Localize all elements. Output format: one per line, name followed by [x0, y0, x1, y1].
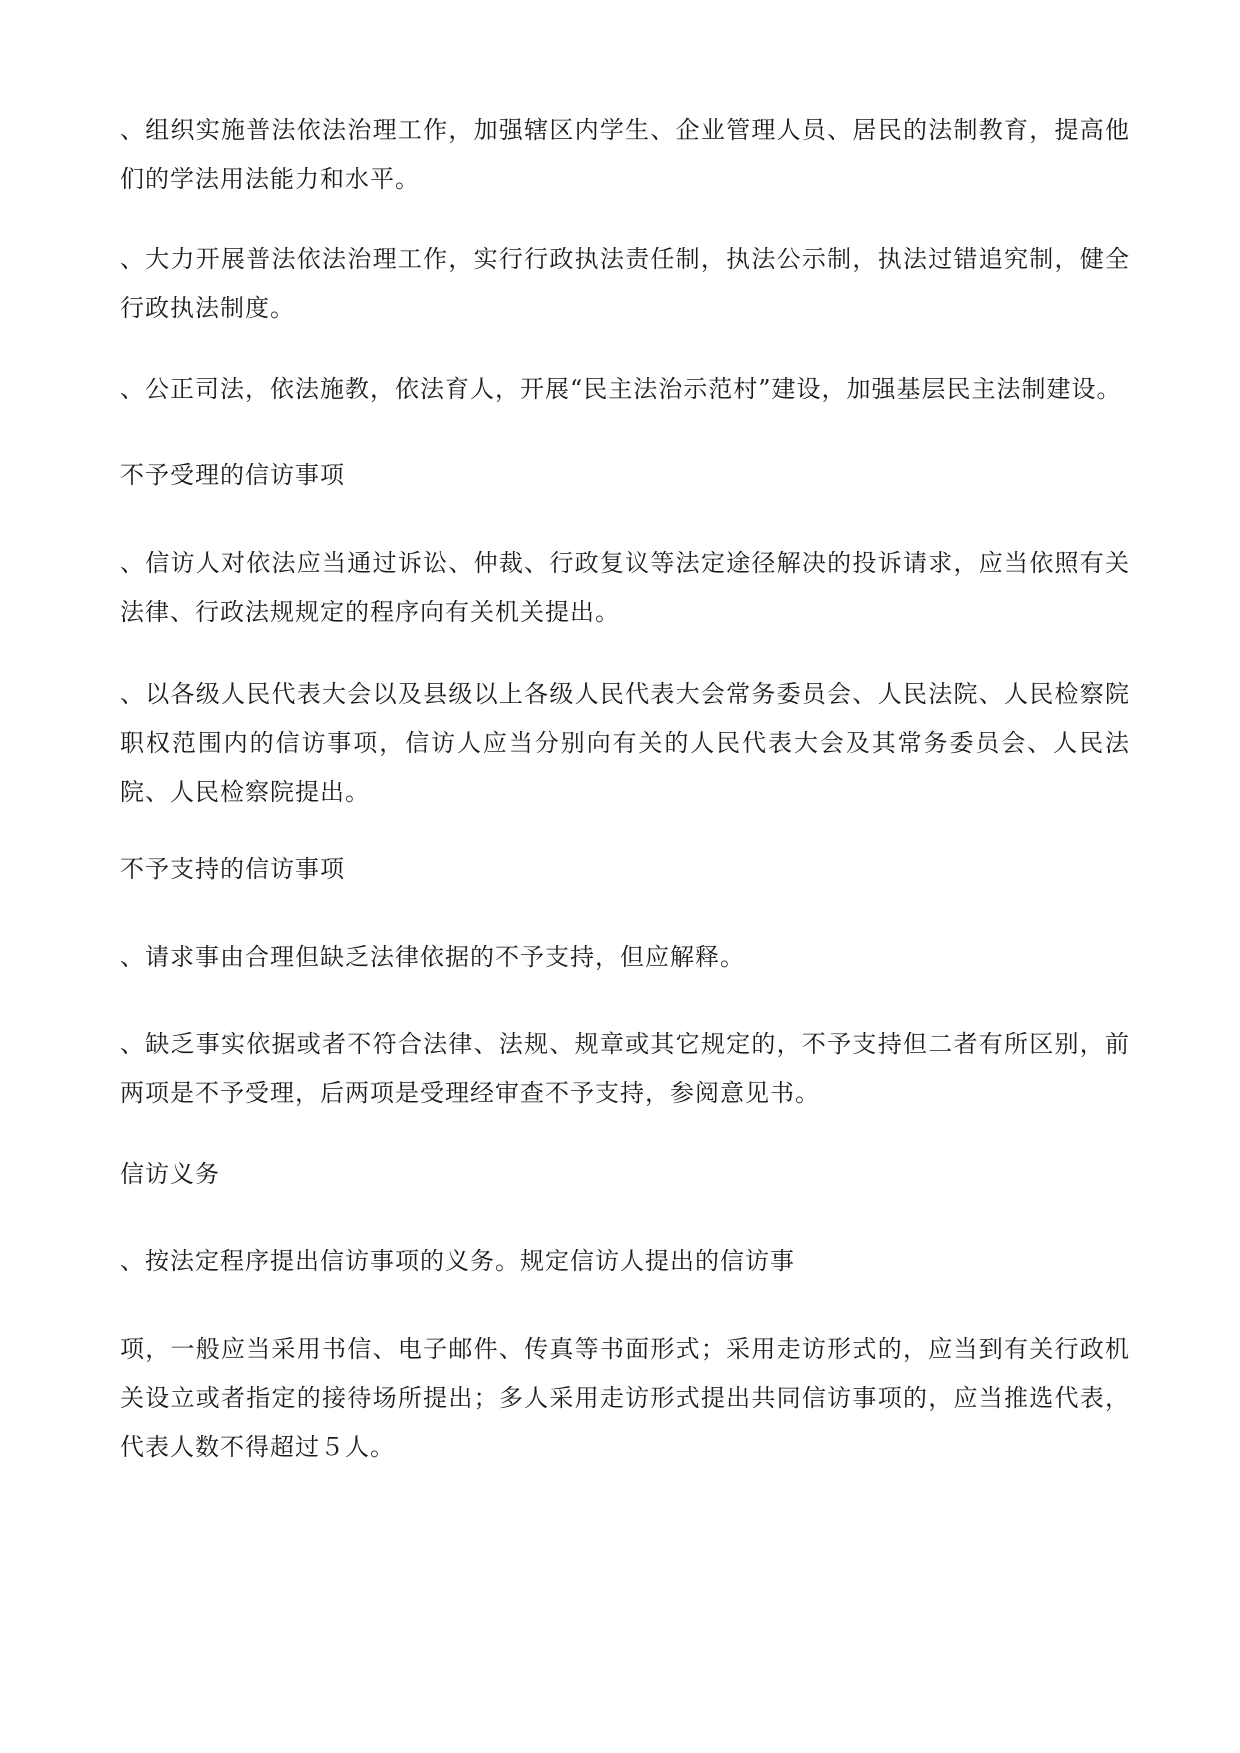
paragraph-no-factual-basis: 、缺乏事实依据或者不符合法律、法规、规章或其它规定的，不予支持但二者有所区别，前两项是不予受理，后两项是受理经审查不予支持，参阅意见书。 — [120, 1030, 1130, 1107]
paragraph-fair-justice: 、公正司法，依法施教，依法育人，开展“民主法治示范村”建设，加强基层民主法制建设。 — [120, 375, 1122, 403]
paragraph-legal-procedure: 、按法定程序提出信访事项的义务。规定信访人提出的信访事 — [120, 1247, 795, 1275]
heading-petition-obligations: 信访义务 — [120, 1160, 220, 1188]
paragraph-no-legal-basis: 、请求事由合理但缺乏法律依据的不予支持，但应解释。 — [120, 943, 745, 971]
heading-not-accepted: 不予受理的信访事项 — [120, 461, 345, 489]
heading-not-supported: 不予支持的信访事项 — [120, 855, 345, 883]
paragraph-congress-court: 、以各级人民代表大会以及县级以上各级人民代表大会常务委员会、人民法院、人民检察院职权范围内的信访事项，信访人应当分别向有关的人民代表大会及其常务委员会、人民法院、人民检察院提出。 — [120, 680, 1130, 806]
paragraph-written-form: 项，一般应当采用书信、电子邮件、传真等书面形式；采用走访形式的，应当到有关行政机关设立或者指定的接待场所提出；多人采用走访形式提出共同信访事项的，应当推选代表，代表人数不得超过５人。 — [120, 1335, 1130, 1461]
paragraph-legal-channels: 、信访人对依法应当通过诉讼、仲裁、行政复议等法定途径解决的投诉请求，应当依照有关法律、行政法规规定的程序向有关机关提出。 — [120, 549, 1130, 626]
paragraph-law-enforcement: 、大力开展普法依法治理工作，实行行政执法责任制，执法公示制，执法过错追究制，健全行政执法制度。 — [120, 245, 1130, 322]
paragraph-law-education: 、组织实施普法依法治理工作，加强辖区内学生、企业管理人员、居民的法制教育，提高他们的学法用法能力和水平。 — [120, 116, 1130, 193]
